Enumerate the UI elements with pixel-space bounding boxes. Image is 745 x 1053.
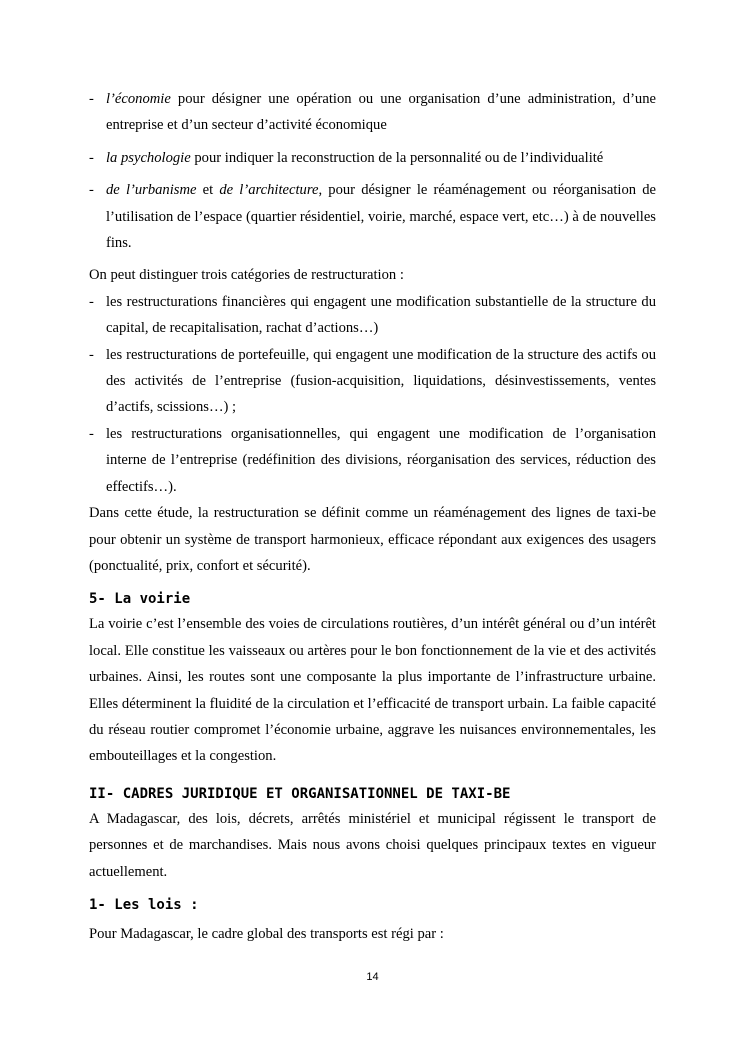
bullet-term: de l’urbanisme xyxy=(106,182,197,199)
category-portefeuille xyxy=(89,342,656,421)
section-heading-voirie: 5- La voirie xyxy=(89,591,191,608)
bullet-dash: - xyxy=(89,149,94,166)
bullet-economie xyxy=(89,86,656,139)
section-heading-lois: 1- Les lois : xyxy=(89,896,199,913)
bullet-dash: - xyxy=(89,425,94,442)
category-text: les restructurations financières qui engagent une modification substantielle de la structure du capital, de recapitalisation, rachat d’actions…) xyxy=(106,293,656,337)
bullet-dash: - xyxy=(89,293,94,310)
bullet-text: pour indiquer la reconstruction de la personnalité ou de l’individualité xyxy=(190,149,604,166)
categories-intro: On peut distinguer trois catégories de restructuration : xyxy=(89,267,404,284)
voirie-paragraph: La voirie c’est l’ensemble des voies de circulations routières, d’un intérêt général ou d’un intérêt local. Elle constitue les vaisseaux ou artères pour le bon fonctionnement de la vie et des activités urbaines. Ainsi, les routes sont une composante la plus importante de l’infrastructure urbaine. Elles déterminent la fluidité de la circulation et l’efficacité de transport urbain. La faible capacité du réseau routier compromet l’économie urbaine, aggrave les nuisances environnementales, les embouteillages et la congestion. xyxy=(89,616,656,765)
bullet-term: la psychologie xyxy=(106,149,191,166)
page-number: 14 xyxy=(366,971,379,983)
category-financieres xyxy=(89,289,656,342)
bullet-term: de l’architecture xyxy=(219,182,319,199)
bullet-dash: - xyxy=(89,91,94,107)
bullet-urbanisme xyxy=(89,177,656,256)
bullet-dash: - xyxy=(89,346,94,363)
cadres-paragraph: A Madagascar, des lois, décrets, arrêtés ministériel et municipal régissent le transport de personnes et de marchandises. Mais nous avons choisi quelques principaux textes en vigueur actuellement. xyxy=(89,810,656,880)
page-content xyxy=(89,86,656,947)
category-text: les restructurations organisationnelles, qui engagent une modification de l’organisation interne de l’entreprise (redéfinition des divisions, réorganisation des services, réduction des effectifs…). xyxy=(106,425,656,495)
section-heading-cadres: II- CADRES JURIDIQUE ET ORGANISATIONNEL DE TAXI-BE xyxy=(89,785,511,802)
bullet-text: , pour désigner le réaménagement ou réorganisation de l’utilisation de l’espace (quartier résidentiel, voirie, marché, espace vert, etc…) à de nouvelles fins. xyxy=(106,182,656,252)
bullet-dash: - xyxy=(89,182,94,199)
bullet-connector: et xyxy=(196,182,220,199)
bullet-text: pour désigner une opération ou une organisation d’une administration, d’une entreprise et d’un secteur d’activité économique xyxy=(106,91,656,134)
lois-paragraph: Pour Madagascar, le cadre global des transports est régi par : xyxy=(89,925,444,942)
category-organisationnelles xyxy=(89,421,656,500)
bullet-psychologie xyxy=(89,145,656,171)
definition-paragraph: Dans cette étude, la restructuration se définit comme un réaménagement des lignes de taxi-be pour obtenir un système de transport harmonieux, efficace répondant aux exigences des usagers (ponctualité, prix, confort et sécurité). xyxy=(89,505,656,574)
bullet-term: l’économie xyxy=(106,91,171,107)
category-text: les restructurations de portefeuille, qui engagent une modification de la structure des actifs ou des activités de l’entreprise (fusion-acquisition, liquidations, désinvestissements, ventes d’actifs, scissions…) ; xyxy=(106,346,656,416)
